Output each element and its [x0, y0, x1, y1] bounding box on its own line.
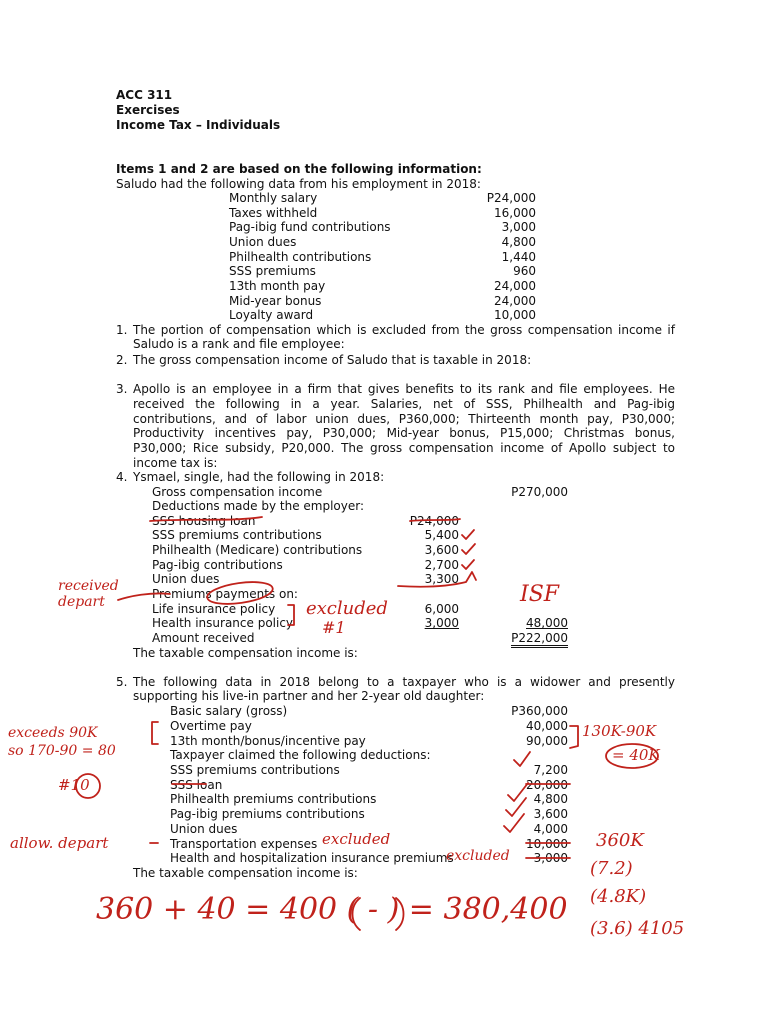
note-excluded: excluded — [446, 848, 510, 864]
ysmael-deduction-label: Union dues — [152, 572, 220, 586]
note-calc-48: (4.8K) — [590, 886, 647, 907]
saludo-row-label: Mid-year bonus — [229, 294, 322, 308]
claimed-deductions-label: Taxpayer claimed the following deductions: — [170, 748, 431, 762]
amount-received-label: Amount received — [152, 631, 255, 645]
question-number: 1. — [116, 323, 128, 337]
ysmael-deduction-label: SSS premiums contributions — [152, 528, 322, 542]
saludo-row-label: Union dues — [229, 235, 297, 249]
saludo-row-value: 16,000 — [494, 206, 536, 220]
saludo-row-value: P24,000 — [486, 191, 536, 205]
note-calc-130: 130K-90K — [582, 722, 657, 740]
doc-type: Exercises — [116, 103, 180, 117]
ysmael-deduction-label: SSS housing loan — [152, 514, 256, 528]
note-exceeds: exceeds 90K so 170-90 = 80 — [8, 725, 116, 759]
premium-label: Health insurance policy — [152, 616, 294, 630]
question-number: 4. — [116, 470, 128, 484]
bracket-mark — [152, 722, 158, 744]
q5-deduction-label: SSS loan — [170, 778, 223, 792]
q5-deduction-value: 3,600 — [533, 807, 568, 821]
q5-deduction-label: Health and hospitalization insurance premiums — [170, 851, 454, 865]
premiums-label: Premiums payments on: — [152, 587, 298, 601]
amount-received-value: P222,000 — [468, 631, 568, 645]
q5-income-label: Basic salary (gross) — [170, 704, 288, 718]
saludo-row-label: Philhealth contributions — [229, 250, 372, 264]
note-excluded: excluded — [306, 598, 388, 619]
saludo-row-value: 1,440 — [501, 250, 536, 264]
saludo-row-value: 24,000 — [494, 294, 536, 308]
q5-income-value: 90,000 — [526, 734, 568, 748]
question-number: 2. — [116, 353, 128, 367]
question-2-text: The gross compensation income of Saludo that is taxable in 2018: — [133, 353, 532, 367]
gross-comp-value: P270,000 — [511, 485, 568, 499]
gross-comp-label: Gross compensation income — [152, 485, 323, 499]
note-isf: ISF — [520, 582, 560, 607]
note-excluded-number: #1 — [322, 618, 346, 637]
q5-deduction-value: 7,200 — [533, 763, 568, 777]
doc-topic: Income Tax – Individuals — [116, 118, 281, 132]
saludo-row-label: Pag-ibig fund contributions — [229, 220, 391, 234]
saludo-row-label: Monthly salary — [229, 191, 318, 205]
q5-income-value: 40,000 — [526, 719, 568, 733]
q5-deduction-value: 3,000 — [533, 851, 568, 865]
question-number: 3. — [116, 382, 128, 396]
question-4-intro: Ysmael, single, had the following in 2018: — [133, 470, 385, 484]
saludo-row-label: Loyalty award — [229, 308, 314, 322]
note-calc-36: (3.6) 4105 — [590, 918, 685, 939]
items12-intro: Saludo had the following data from his employment in 2018: — [116, 177, 481, 191]
q5-deduction-label: Philhealth premiums contributions — [170, 792, 377, 806]
q5-deduction-label: Pag-ibig premiums contributions — [170, 807, 365, 821]
saludo-row-value: 24,000 — [494, 279, 536, 293]
note-excluded: excluded — [322, 830, 391, 848]
q5-deduction-value: 4,000 — [533, 822, 568, 836]
note-calc-72: (7.2) — [590, 858, 633, 879]
ysmael-deduction-value: 3,300 — [424, 572, 459, 586]
q5-deduction-value: 20,000 — [526, 778, 568, 792]
question-3-text: Apollo is an employee in a firm that gives benefits to its rank and file employees. He received the following in a year. Salaries, net of SSS, Philhealth and Pag-ibig contributions, and of labor union dues, P360,000; Thirteenth month pay, P30,000; Productivity incentives pay, P30,000; Mid-year bonus, P15,000; Christmas bonus, P30,000; Rice subsidy, P20,000. The gross compensation income of Apollo subject to income tax is: — [133, 382, 675, 470]
ysmael-deduction-value: P24,000 — [409, 514, 459, 528]
premium-label: Life insurance policy — [152, 602, 276, 616]
q5-deduction-value: 10,000 — [526, 837, 568, 851]
note-ten: #10 — [58, 776, 90, 794]
saludo-row-value: 960 — [513, 264, 536, 278]
q5-deduction-label: SSS premiums contributions — [170, 763, 340, 777]
deductions-label: Deductions made by the employer: — [152, 499, 365, 513]
ysmael-deduction-value: 5,400 — [424, 528, 459, 542]
question-5-text: The taxable compensation income is: — [133, 866, 358, 880]
premium-value: 6,000 — [424, 602, 459, 616]
note-allow-depart: allow. depart — [10, 834, 109, 852]
saludo-row-label: Taxes withheld — [229, 206, 318, 220]
items12-heading: Items 1 and 2 are based on the following information: — [116, 162, 482, 176]
q5-income-value: P360,000 — [511, 704, 568, 718]
question-1-text: The portion of compensation which is excluded from the gross compensation income if Saludo is a rank and file employee: — [133, 323, 675, 351]
note-received-depart: received depart — [58, 578, 119, 610]
bracket-mark — [570, 726, 578, 748]
saludo-row-label: 13th month pay — [229, 279, 326, 293]
q5-income-label: Overtime pay — [170, 719, 252, 733]
saludo-row-value: 10,000 — [494, 308, 536, 322]
ysmael-deduction-label: Pag-ibig contributions — [152, 558, 283, 572]
question-5-intro: The following data in 2018 belong to a taxpayer who is a widower and presently supporting his live-in partner and her 2-year old daughter: — [133, 675, 675, 703]
check-mark — [462, 544, 475, 554]
check-mark — [462, 560, 474, 569]
note-calc-360: 360K — [596, 830, 644, 851]
check-mark — [462, 530, 474, 539]
q5-deduction-label: Transportation expenses — [170, 837, 318, 851]
ysmael-deduction-label: Philhealth (Medicare) contributions — [152, 543, 363, 557]
q5-deduction-label: Union dues — [170, 822, 238, 836]
q5-income-label: 13th month/bonus/incentive pay — [170, 734, 366, 748]
ysmael-deduction-value: 3,600 — [424, 543, 459, 557]
note-calc-40: = 40K — [612, 746, 660, 764]
q5-deduction-value: 4,800 — [533, 792, 568, 806]
saludo-row-value: 3,000 — [501, 220, 536, 234]
saludo-row-value: 4,800 — [501, 235, 536, 249]
saludo-row-label: SSS premiums — [229, 264, 316, 278]
ysmael-deduction-value: 2,700 — [424, 558, 459, 572]
question-4-text: The taxable compensation income is: — [133, 646, 358, 660]
question-number: 5. — [116, 675, 128, 689]
total-deductions: 48,000 — [526, 616, 568, 630]
note-final-calculation: 360 + 40 = 400 ( - ) = 380,400 — [96, 892, 568, 927]
premium-value: 3,000 — [424, 616, 459, 630]
course-code: ACC 311 — [116, 88, 173, 102]
